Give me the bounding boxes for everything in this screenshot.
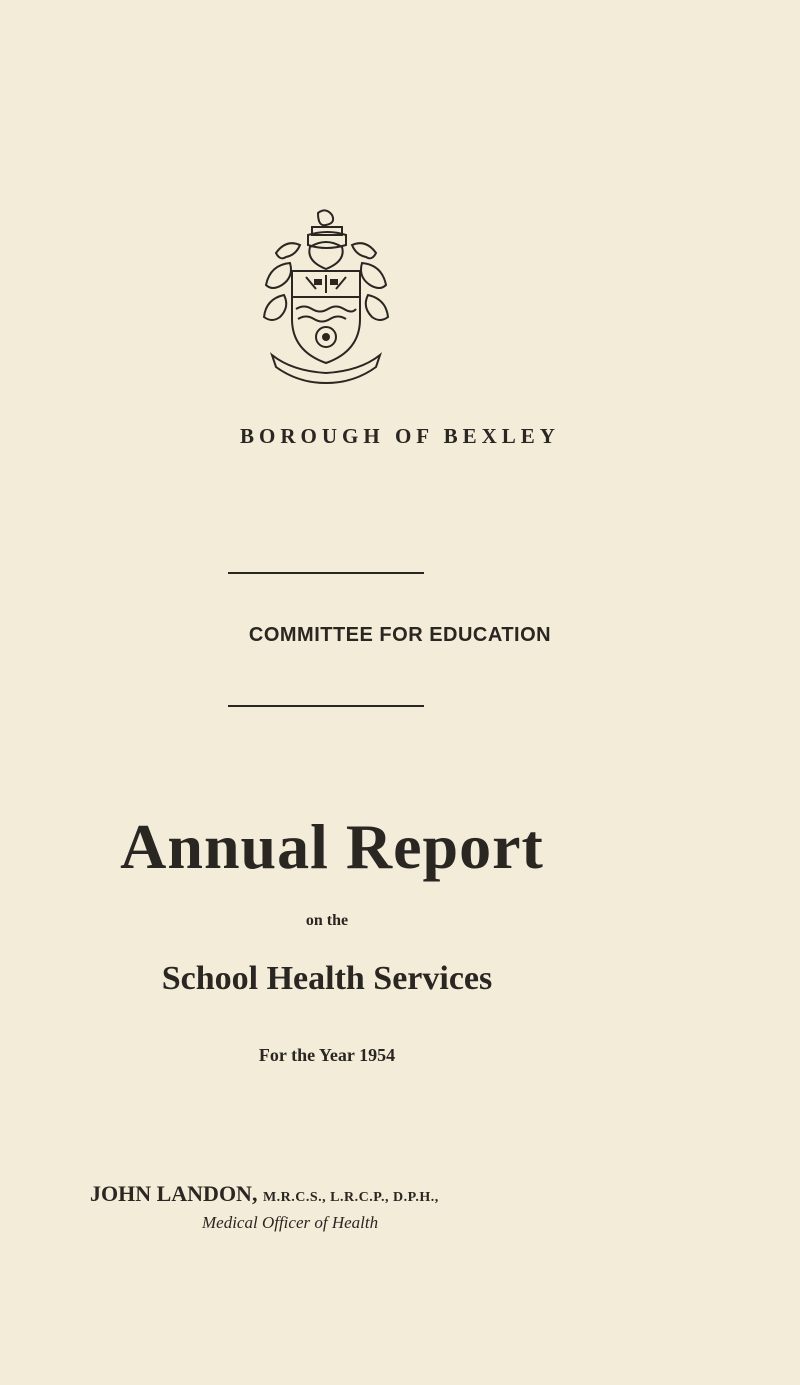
borough-crest <box>256 205 396 385</box>
borough-heading: BOROUGH OF BEXLEY <box>240 424 560 448</box>
report-title: Annual Report <box>120 811 544 882</box>
report-subject: School Health Services <box>161 960 493 997</box>
divider-bottom <box>228 705 424 707</box>
author-qualifications: M.R.C.S., L.R.C.P., D.P.H., <box>262 1190 439 1205</box>
author-name: JOHN LANDON, <box>90 1181 258 1206</box>
author-line <box>90 1181 439 1207</box>
borough-coat-of-arms-icon <box>256 205 396 385</box>
author-role: Medical Officer of Health <box>202 1213 379 1232</box>
report-connector: on the <box>305 912 349 929</box>
committee-heading: COMMITTEE FOR EDUCATION <box>248 624 552 646</box>
report-year: For the Year 1954 <box>258 1045 396 1065</box>
divider-top <box>228 572 424 574</box>
